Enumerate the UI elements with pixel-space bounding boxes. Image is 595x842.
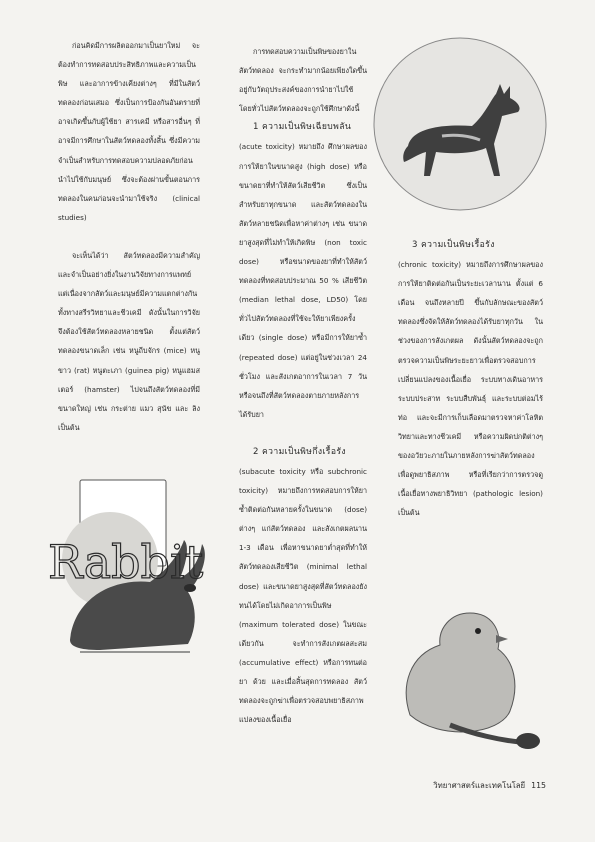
rabbit-illustration: [40, 460, 220, 680]
paragraph: (acute toxicity) หมายถึง ศึกษาผลของการให้ยาในขนาดสูง (high dose) หรือขนาดยาที่ทำให้สัตว์เสียชีวิต ซึ่งเป็นสำหรับยาทุกขนาด และสัตว์ทดลองในสัตว์หลายชนิดเพื่อหาค่าต่างๆ เช่น ขนาดยาสูงสุดที่ไม่ทำให้เกิดพิษ (non toxic dose) หรือขนาดของยาที่ทำให้สัตว์ทดลองที่ทดสอบประมาณ 50 % เสียชีวิต (median lethal dose, LD50) โดยทั่วไปสัตว์ทดลองที่ใช้จะให้ยาเพียงครั้งเดียว (single dose) หรือมีการให้ยาซ้ำ (repeated dose) แต่อยู่ในช่วงเวลา 24 ชั่วโมง และสังเกตอาการในเวลา 7 วัน หรือจนถึงที่สัตว์ทดลองตายภายหลังการได้รับยา: [239, 142, 367, 419]
rabbit-label: Rabbit: [48, 535, 204, 589]
paragraph: (subacute toxicity หรือ subchronic toxicity) หมายถึงการทดสอบการให้ยาซ้ำติดต่อกันหลายครั้งในขนาด (dose) ต่างๆ แก่สัตว์ทดลอง และสังเกตผลนาน 1-3 เดือน เพื่อหาขนาดยาต่ำสุดที่ทำให้สัตว์ทดลองเสียชีวิต (minimal lethal dose) และขนาดยาสูงสุดที่สัตว์ทดลองยังทนได้โดยไม่เกิดอาการเป็นพิษ (maximum tolerated dose) ในขณะเดียวกัน จะทำการสังเกตผลสะสม (accumulative effect) หรือการทนต่อยา ด้วย และเมื่อสิ้นสุดการทดลอง สัตว์ทดลองจะถูกฆ่าเพื่อตรวจสอบพยาธิสภาพแปลงของเนื้อเยื่อ: [239, 466, 367, 725]
section-heading-3: 3 ความเป็นพิษเรื้อรัง: [412, 240, 495, 250]
page-footer: [380, 780, 546, 792]
paragraph: (chronic toxicity) หมายถึงการศึกษาผลของการให้ยาติดต่อกันเป็นระยะเวลานาน ตั้งแต่ 6 เดือน จนถึงหลายปี ขึ้นกับลักษณะของสัตว์ทดลองซึ่งจัดให้สัตว์ทดลองได้รับยาทุกวัน ในช่วงของการสังเกตผล ดังนั้นสัตว์ทดลองจะถูกตรวจความเป็นพิษระยะยาวเพื่อตรวจสอบการเปลี่ยนแปลงของเนื้อเยื่อ ระบบทางเดินอาหาร ระบบประสาท ระบบสืบพันธุ์ และระบบต่อมไร้ท่อ และจะมีการเก็บเลือดมาตรวจหาค่าโลหิตวิทยาและทางชีวเคมี หรือความผิดปกติต่างๆ ของอวัยวะภายในภายหลังการฆ่าสัตว์ทดลองเพื่อดูพยาธิสภาพ หรือที่เรียกว่าการตรวจดูเนื้อเยื่อทางพยาธิวิทยา (pathologic lesion) เป็นต้น: [398, 260, 543, 518]
text-column-3: [398, 236, 543, 522]
paragraph: การทดสอบความเป็นพิษของยาในสัตว์ทดลอง จะกระทำมากน้อยเพียงใดขึ้นอยู่กับวัตถุประสงค์ของการนำยาไปใช้ โดยทั่วไปสัตว์ทดลองจะถูกใช้ศึกษาดังนี้: [239, 47, 367, 114]
dog-illustration: [372, 36, 548, 212]
magazine-title: วิทยาศาสตร์และเทคโนโลยี: [433, 781, 526, 790]
section-heading-1: 1 ความเป็นพิษเฉียบพลัน: [253, 122, 352, 133]
section-heading-2: 2 ความเป็นพิษกึ่งเรื้อรัง: [253, 446, 346, 457]
page-number: 115: [531, 781, 546, 790]
text-column-2: [239, 42, 367, 729]
paragraph: จะเห็นได้ว่า สัตว์ทดลองมีความสำคัญและจำเป็นอย่างยิ่งในงานวิจัยทางการแพทย์ แต่เนื่องจากสัตว์และมนุษย์มีความแตกต่างกันทั้งทางสรีรวิทยาและชีวเคมี ดังนั้นในการวิจัยจึงต้องใช้สัตว์ทดลองหลายชนิด ตั้งแต่สัตว์ทดลองขนาดเล็ก เช่น หนูถีบจักร (mice) หนูขาว (rat) หนูตะเภา (guinea pig) หนูแฮมสเตอร์ (hamster) ไปจนถึงสัตว์ทดลองที่มีขนาดใหญ่ เช่น กระต่าย แมว สุนัข และ ลิง เป็นต้น: [58, 250, 200, 432]
text-column-1: [58, 36, 200, 437]
chick-illustration: [380, 565, 548, 765]
paragraph: ก่อนคิดมีการผลิตออกมาเป็นยาใหม่ จะต้องทำการทดสอบประสิทธิภาพและความเป็นพิษ และอาการข้างเคียงต่างๆ ที่มีในสัตว์ทดลองก่อนเสมอ ซึ่งเป็นการป้องกันอันตรายที่อาจเกิดขึ้นกับผู้ใช้ยา สารเคมี หรือสารอื่นๆ ที่อาจมีการศึกษาในสัตว์ทดลองทั้งสิ้น ซึ่งมีความจำเป็นสำหรับการทดสอบความปลอดภัยก่อนนำไปใช้กับมนุษย์ ซึ่งจะต้องผ่านขั้นตอนการทดลองในคนก่อนจะนำมาใช้จริง (clinical studies): [58, 41, 200, 222]
